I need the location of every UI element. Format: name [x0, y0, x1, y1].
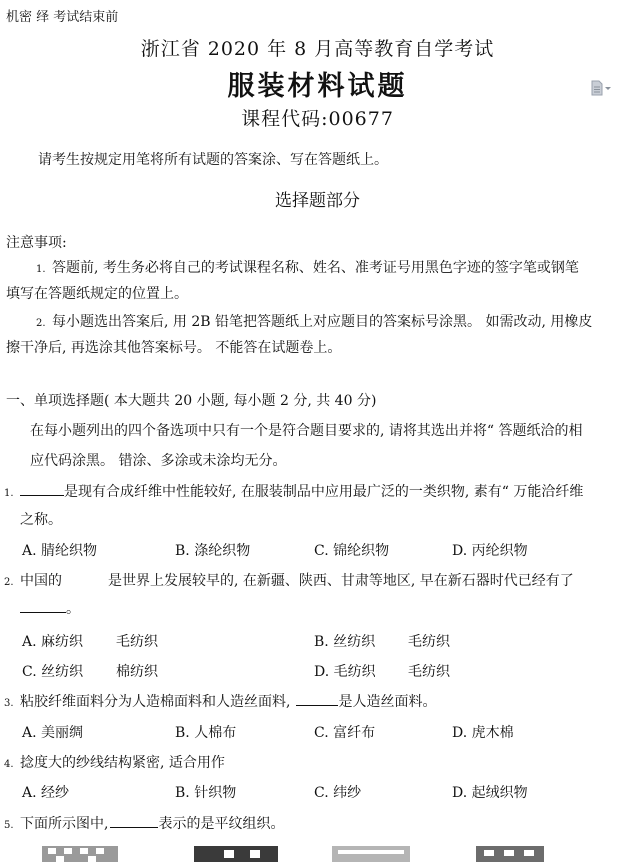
q4-option-a[interactable]: A. 经纱: [22, 785, 70, 801]
note-number: 2.: [36, 318, 46, 329]
q1-option-d[interactable]: D. 丙纶织物: [452, 543, 528, 559]
question-2: [4, 570, 574, 590]
q3-option-c[interactable]: C. 富纤布: [314, 725, 376, 741]
weave-figure-c: [332, 846, 410, 862]
q4-option-b[interactable]: B. 针织物: [175, 785, 237, 801]
q2-option-d[interactable]: D. 毛纺织: [314, 664, 376, 680]
question-3: [4, 691, 436, 711]
q1-option-a[interactable]: A. 腈纶织物: [22, 543, 98, 559]
confidential-label: 机密 绎 考试结束前: [6, 10, 119, 25]
question-2-cont: [20, 598, 80, 618]
q3-option-a[interactable]: A. 美丽绸: [22, 725, 84, 741]
q2-option-a[interactable]: A. 麻纺织: [22, 634, 84, 650]
question-number: 5.: [4, 820, 14, 831]
page-title: 服装材料试题: [227, 71, 408, 102]
weave-figure-b: [194, 846, 278, 862]
question-text: 粘胶纤维面料分为人造棉面料和人造丝面料,: [20, 694, 291, 710]
q2-option-d2: 毛纺织: [408, 664, 450, 680]
answer-blank: [20, 598, 66, 613]
note-item-1-cont: 填写在答题纸规定的位置上。: [6, 286, 188, 302]
answer-blank: [110, 813, 158, 828]
question-text: 。: [66, 601, 80, 617]
q2-option-c2: 棉纺织: [116, 664, 158, 680]
question-number: 2.: [4, 577, 14, 588]
notes-title: 注意事项:: [6, 235, 67, 251]
q2-option-b2: 毛纺织: [408, 634, 450, 650]
question-number: 3.: [4, 698, 14, 709]
question-4: [4, 752, 225, 772]
q3-option-d[interactable]: D. 虎木棉: [452, 725, 514, 741]
question-text: 是现有合成纤维中性能较好, 在服装制品中应用最广泛的一类织物, 素有“ 万能洽纤维: [64, 484, 584, 500]
part1-desc-line2: 应代码涂黑。 错涂、多涂或未涂均无分。: [30, 453, 287, 469]
question-text: 是世界上发展较早的, 在新疆、陕西、甘肃等地区, 早在新石器时代已经有了: [108, 573, 574, 589]
question-text: 表示的是平纹组织。: [158, 816, 285, 832]
q4-option-d[interactable]: D. 起绒织物: [452, 785, 528, 801]
course-code: 课程代码:00677: [241, 108, 394, 130]
weave-figure-a: [42, 846, 118, 862]
answer-blank: [296, 691, 338, 706]
weave-figure-d: [476, 846, 544, 862]
question-1: [4, 481, 583, 501]
question-text: 是人造丝面料。: [338, 694, 437, 710]
q2-option-c[interactable]: C. 丝纺织: [22, 664, 84, 680]
question-text: 下面所示图中,: [20, 816, 109, 832]
question-5: [4, 813, 284, 833]
note-text: 答题前, 考生务必将自己的考试课程名称、姓名、准考证号用黑色字迹的签字笔或钢笔: [52, 260, 579, 276]
document-menu-icon[interactable]: [590, 80, 612, 96]
exam-line: 浙江省 2020 年 8 月高等教育自学考试: [140, 38, 495, 60]
q2-option-b[interactable]: B. 丝纺织: [314, 634, 376, 650]
section-heading: 选择题部分: [275, 191, 360, 211]
instruction-text: 请考生按规定用笔将所有试题的答案涂、写在答题纸上。: [38, 152, 388, 168]
question-number: 1.: [4, 488, 14, 499]
part1-desc-line1: 在每小题列出的四个备选项中只有一个是符合题目要求的, 请将其选出并将“ 答题纸洽的相: [30, 423, 583, 439]
question-number: 4.: [4, 759, 14, 770]
q4-option-c[interactable]: C. 纬纱: [314, 785, 362, 801]
q3-option-b[interactable]: B. 人棉布: [175, 725, 237, 741]
answer-blank: [20, 481, 64, 496]
note-number: 1.: [36, 264, 46, 275]
question-text: 中国的: [20, 573, 62, 589]
note-item-2: [36, 311, 592, 331]
note-text: 每小题选出答案后, 用 2B 铅笔把答题纸上对应题目的答案标号涂黑。 如需改动, 用橡皮: [52, 314, 593, 330]
q1-option-c[interactable]: C. 锦纶织物: [314, 543, 390, 559]
question-text: 捻度大的纱线结构紧密, 适合用作: [20, 755, 225, 771]
q1-option-b[interactable]: B. 涤纶织物: [175, 543, 251, 559]
q2-option-a2: 毛纺织: [116, 634, 158, 650]
question-1-cont: 之称。: [20, 512, 62, 528]
part1-heading: 一、单项选择题( 本大题共 20 小题, 每小题 2 分, 共 40 分): [6, 393, 377, 409]
note-item-2-cont: 擦干净后, 再选涂其他答案标号。 不能答在试题卷上。: [6, 340, 342, 356]
note-item-1: [36, 257, 579, 277]
